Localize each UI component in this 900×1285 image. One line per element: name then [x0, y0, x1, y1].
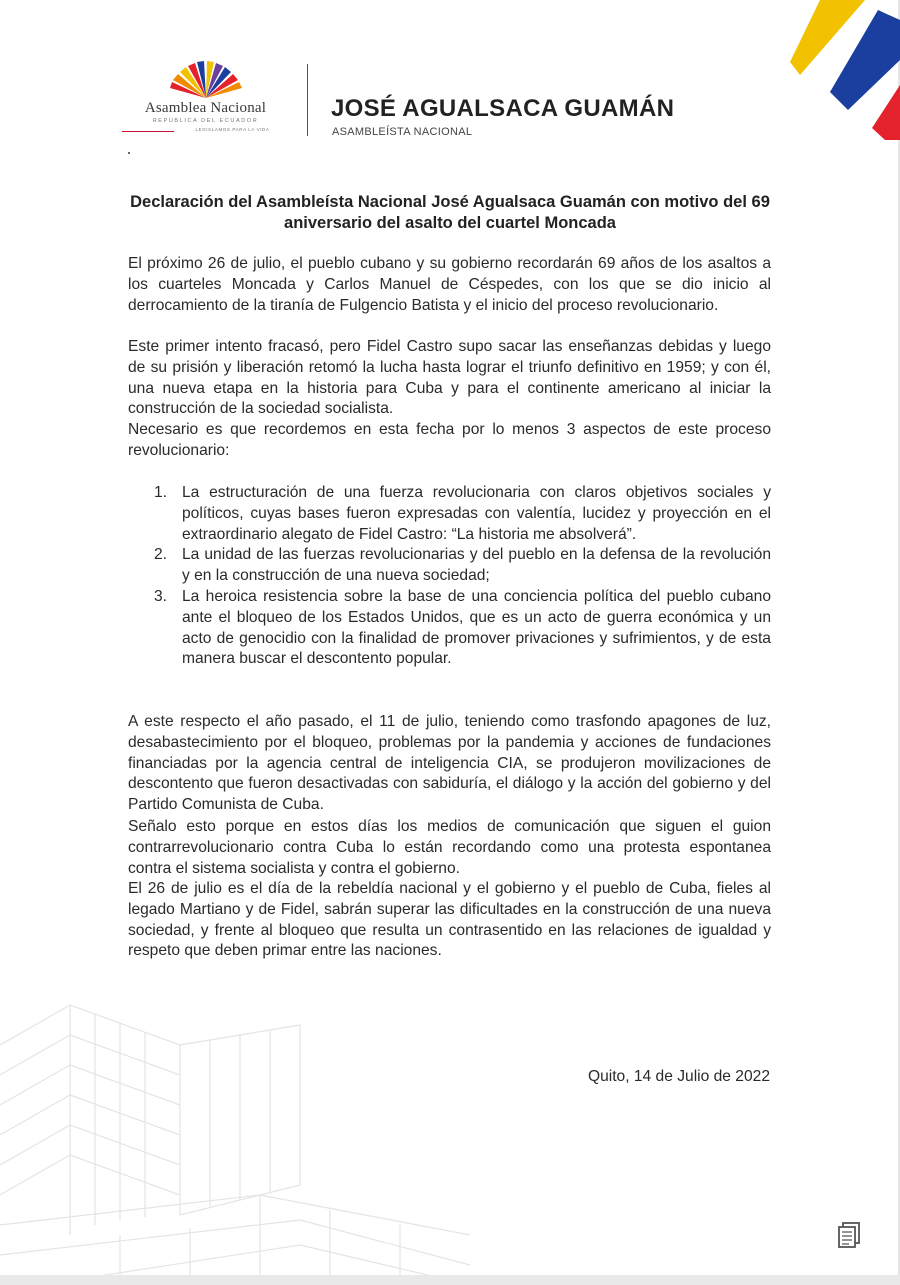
list-item [128, 483, 771, 545]
list-item-text: La unidad de las fuerzas revolucionarias y del pueblo en la defensa de la revolución y en la construcción de una nueva sociedad; [182, 546, 771, 585]
member-role: ASAMBLEÍSTA NACIONAL [332, 126, 473, 138]
logo-red-line [122, 131, 174, 132]
list-item-text: La estructuración de una fuerza revolucionaria con claros objetivos sociales y políticos, cuyas bases fueron expresadas con valentía, lucidez y proyección en el extraordinario alegato de Fidel Castro: “La historia me absolverá”. [182, 484, 771, 543]
bottom-bar [0, 1275, 900, 1285]
sun-rays-logo-icon [166, 60, 246, 100]
asamblea-nacional-logo [118, 60, 293, 140]
paragraph: Necesario es que recordemos en esta fecha por lo menos 3 aspectos de este proceso revolucionario: [128, 421, 771, 459]
document-copy-icon[interactable] [836, 1221, 862, 1249]
stray-dot [128, 152, 130, 154]
paragraph: El 26 de julio es el día de la rebeldía nacional y el gobierno y el pueblo de Cuba, fieles al legado Martiano y de Fidel, sabrán superar las dificultades en la construcción de una nueva sociedad, y frente al bloqueo que resulta un contrasentido en las relaciones de igualdad y respeto que deben primar entre las naciones. [128, 880, 771, 960]
assembly-building-watermark [0, 985, 470, 1285]
logo-subtitle: REPÚBLICA DEL ECUADOR [152, 118, 259, 124]
aspects-list [128, 483, 771, 670]
paragraph: Señalo esto porque en estos días los medios de comunicación que siguen el guion contrarrevolucionario contra Cuba lo están recordando como una protesta espontanea contra el sistema socialista y contra el gobierno. [128, 818, 771, 877]
header-divider [307, 64, 308, 136]
logo-name: Asamblea Nacional [144, 100, 267, 116]
paragraph: El próximo 26 de julio, el pueblo cubano y su gobierno recordarán 69 años de los asaltos a los cuarteles Moncada y Carlos Manuel de Céspedes, con los que se dio inicio al derrocamiento de la tiranía de Fulgencio Batista y el inicio del proceso revolucionario. [128, 255, 771, 314]
logo-tagline: LEGISLAMOS PARA LA VIDA [195, 127, 270, 132]
list-item-number: 1. [154, 484, 168, 501]
list-item [128, 587, 771, 670]
list-item [128, 545, 771, 587]
tricolor-stripes-decoration [790, 0, 900, 150]
list-item-number: 3. [154, 587, 168, 605]
document-title: Declaración del Asambleísta Nacional José Agualsaca Guamán con motivo del 69 aniversario del asalto del cuartel Moncada [130, 193, 770, 232]
member-name: JOSÉ AGUALSACA GUAMÁN [331, 95, 675, 122]
paragraph: A este respecto el año pasado, el 11 de julio, teniendo como trasfondo apagones de luz, desabastecimiento por el bloqueo, problemas por la pandemia y acciones de fundaciones financiadas por la agencia central de inteligencia CIA, se produjeron movilizaciones de descontento que fueron desactivadas con sabiduría, el diálogo y la acción del gobierno y del Partido Comunista de Cuba. [128, 713, 771, 814]
list-item-number: 2. [154, 546, 168, 564]
list-item-text: La heroica resistencia sobre la base de una conciencia política del pueblo cubano ante el bloqueo de los Estados Unidos, que es un acto de guerra económica y un acto de genocidio con la finalidad de promover privaciones y sufrimientos, y de esta manera buscar el descontento popular. [182, 587, 771, 668]
signoff-date: Quito, 14 de Julio de 2022 [587, 1068, 770, 1085]
paragraph: Este primer intento fracasó, pero Fidel Castro supo sacar las enseñanzas debidas y luego de su prisión y liberación retomó la lucha hasta lograr el triunfo definitivo en 1959; y con él, una nueva etapa en la historia para Cuba y para el continente americano al iniciar la construcción de la sociedad socialista. [128, 338, 771, 418]
